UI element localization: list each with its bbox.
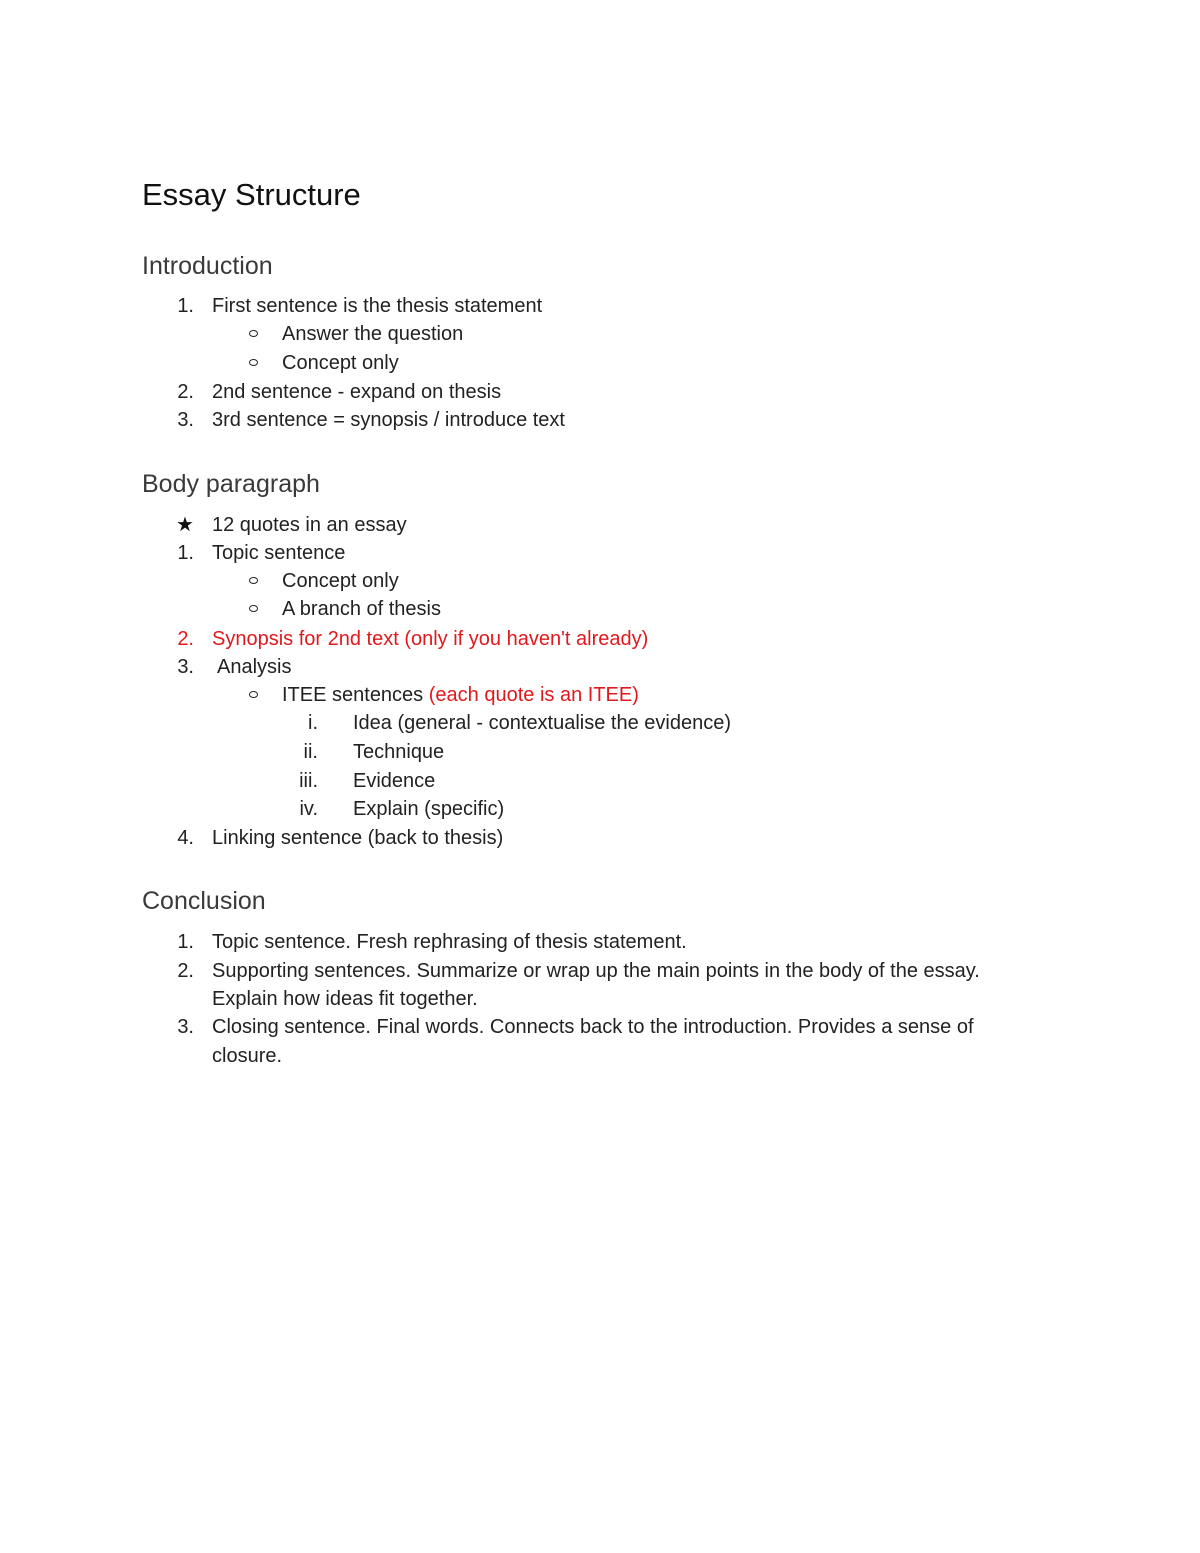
circle-bullet-icon [249, 359, 258, 366]
list-item: Analysis [217, 656, 292, 678]
list-item: Linking sentence (back to thesis) [212, 827, 504, 849]
circle-bullet-icon [249, 577, 258, 584]
list-item: First sentence is the thesis statement [212, 295, 543, 317]
circle-bullet-icon [249, 691, 258, 698]
list-item: A branch of thesis [282, 598, 441, 620]
list-item: 3rd sentence = synopsis / introduce text [212, 409, 565, 431]
list-item: 12 quotes in an essay [212, 514, 407, 536]
heading-body-paragraph: Body paragraph [142, 470, 320, 498]
list-number: 3. [177, 1016, 194, 1038]
circle-bullet-icon [249, 605, 258, 612]
list-item: Supporting sentences. Summarize or wrap up the main points in the body of the essay. [212, 960, 980, 982]
list-item-continuation: closure. [212, 1045, 283, 1067]
list-roman: ii. [303, 741, 318, 763]
list-item: Answer the question [282, 323, 464, 345]
heading-conclusion: Conclusion [142, 887, 266, 915]
list-item: Topic sentence [212, 542, 346, 564]
list-item: Explain (specific) [353, 798, 505, 820]
star-bullet-icon: ★ [176, 514, 194, 536]
list-item: 2nd sentence - expand on thesis [212, 381, 502, 403]
list-item: Technique [353, 741, 445, 763]
list-number: 1. [177, 542, 194, 564]
list-number: 4. [177, 827, 194, 849]
list-number: 1. [177, 931, 194, 953]
circle-bullet-icon [249, 330, 258, 337]
heading-introduction: Introduction [142, 252, 273, 280]
list-item: Evidence [353, 770, 436, 792]
document-title: Essay Structure [142, 177, 361, 212]
list-item-note: (each quote is an ITEE) [428, 684, 639, 706]
list-number: 2. [177, 381, 194, 403]
list-roman: iv. [299, 798, 318, 820]
list-number: 3. [177, 656, 194, 678]
list-item: Closing sentence. Final words. Connects back to the introduction. Provides a sense of [212, 1016, 974, 1038]
list-item: Idea (general - contextualise the evidence) [353, 712, 732, 734]
list-roman: iii. [299, 770, 318, 792]
list-number: 1. [177, 295, 194, 317]
list-item: Topic sentence. Fresh rephrasing of thesis statement. [212, 931, 687, 953]
list-item: Concept only [282, 352, 399, 374]
list-item-highlighted: Synopsis for 2nd text (only if you haven't already) [212, 628, 649, 650]
list-number: 2. [177, 960, 194, 982]
list-item: Concept only [282, 570, 399, 592]
list-roman: i. [308, 712, 318, 734]
list-item [282, 681, 639, 709]
list-number: 3. [177, 409, 194, 431]
list-number: 2. [177, 628, 194, 650]
list-item-text: ITEE sentences [282, 684, 424, 706]
list-item-continuation: Explain how ideas fit together. [212, 988, 478, 1010]
